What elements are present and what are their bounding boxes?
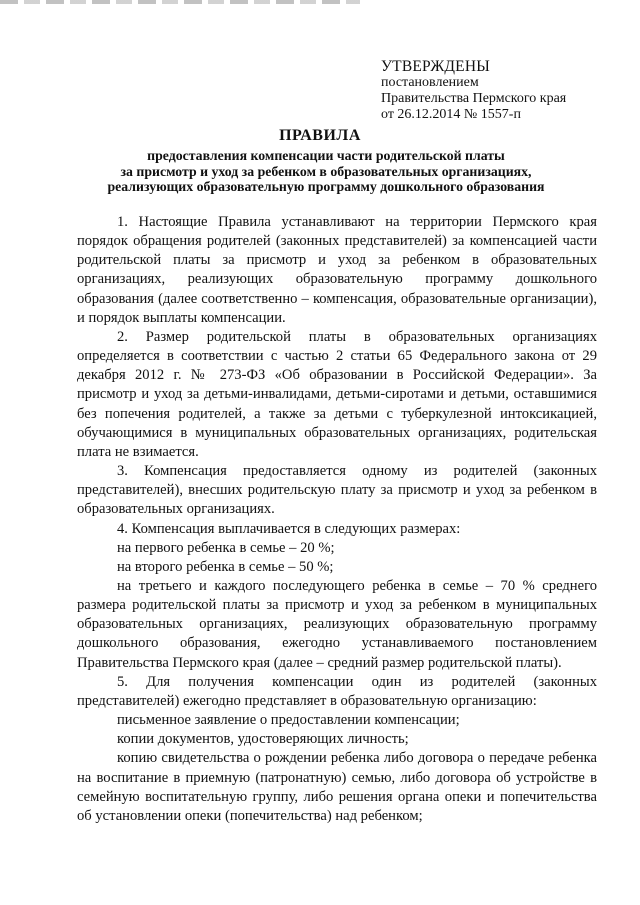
subtitle-line-3: реализующих образовательную программу дошкольного образования (107, 179, 545, 195)
list-item-first-child: на первого ребенка в семье – 20 %; (117, 539, 335, 556)
approval-line-3: от 26.12.2014 № 1557-п (381, 107, 521, 122)
paragraph-2: 2. Размер родительской платы в образовательных организациях определяется в соответствии с частью 2 статьи 65 Федерального закона от 29 декабря 2012 г. № 273-ФЗ «Об образовании в Российской Федерации». За присмотр и уход за детьми-инвалидами, детьми-сиротами и детьми, оставшимися без попечения родителей, а также за детьми с туберкулезной интоксикацией, обучающимися в муниципальных образовательных организациях, родительская плата не взимается. (77, 328, 597, 460)
list-item-birth-certificate: копию свидетельства о рождении ребенка либо договора о передаче ребенка на воспитание в приемную (патронатную) семью, либо договора об устройстве в семейную воспитательную группу, либо решения органа опеки и попечительства об установлении опеки (попечительства) над ребенком; (77, 750, 597, 824)
document-body (77, 213, 597, 826)
subtitle-line-1: предоставления компенсации части родительской платы (147, 148, 505, 163)
document-title: ПРАВИЛА (279, 127, 361, 144)
document-subtitle (100, 148, 552, 195)
list-item-second-child: на второго ребенка в семье – 50 %; (117, 558, 334, 575)
approval-line-1: постановлением (381, 75, 479, 90)
paragraph-3: 3. Компенсация предоставляется одному из родителей (законных представителей), внесших родительскую плату за присмотр и уход за ребенком в образовательных организациях. (77, 463, 597, 518)
paragraph-4: 4. Компенсация выплачивается в следующих размерах: (117, 520, 461, 537)
paragraph-5: 5. Для получения компенсации один из родителей (законных представителей) ежегодно представляет в образовательную организацию: (77, 673, 597, 709)
list-item-id-copies: копии документов, удостоверяющих личность; (117, 731, 409, 748)
subtitle-line-2: за присмотр и уход за ребенком в образовательных организациях, (120, 163, 532, 179)
approval-heading: УТВЕРЖДЕНЫ (381, 58, 490, 75)
approval-line-2: Правительства Пермского края (381, 91, 567, 106)
list-item-application: письменное заявление о предоставлении компенсации; (117, 712, 460, 729)
list-item-third-child: на третьего и каждого последующего ребенка в семье – 70 % среднего размера родительской платы за присмотр и уход за ребенком в муниципальных образовательных организациях, реализующих образовательную программу дошкольного образования, ежегодно устанавливаемого постановлением Правительства Пермского края (далее – средний размер родительской платы). (77, 577, 597, 671)
paragraph-1: 1. Настоящие Правила устанавливают на территории Пермского края порядок обращения родителей (законных представителей) за компенсацией части родительской платы за присмотр и уход за ребенком в образовательных организациях, реализующих образовательную программу дошкольного образования (далее соответственно – компенсация, образовательные организации), и порядок выплаты компенсации. (77, 214, 597, 326)
approval-stamp-block (381, 58, 566, 123)
scan-artifact-strip (0, 0, 360, 4)
